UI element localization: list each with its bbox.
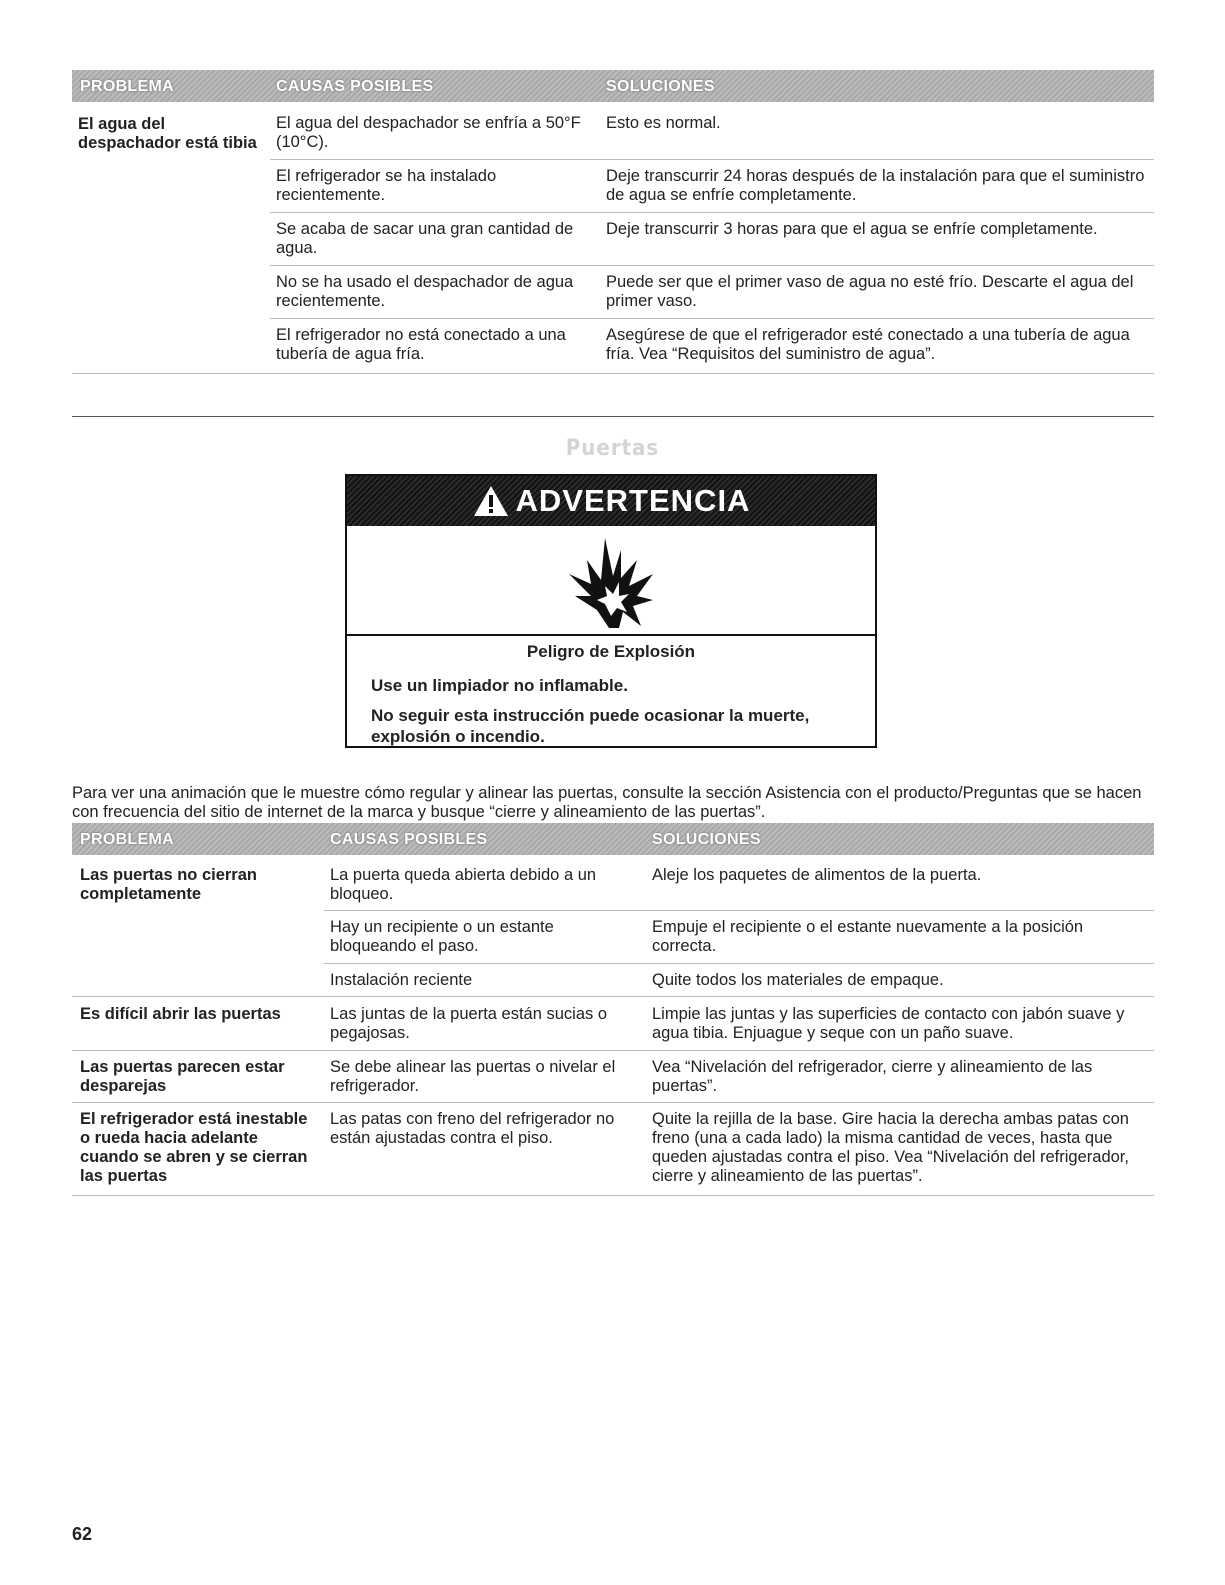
- cause-cell: Hay un recipiente o un estante bloqueando el paso.: [330, 918, 554, 955]
- row-divider: [270, 159, 1154, 160]
- solution-cell: Quite todos los materiales de empaque.: [652, 971, 944, 989]
- page-number: 62: [72, 1524, 93, 1544]
- solution-cell: Quite la rejilla de la base. Gire hacia la derecha ambas patas con freno (una a cada lado) la misma cantidad de veces, hasta que queden ajustadas contra el piso. Vea “Nivelación del refrigerador, cierre y alineamiento de las puertas”.: [652, 1110, 1129, 1185]
- header-problem: PROBLEMA: [80, 78, 174, 95]
- warning-box: [345, 474, 877, 748]
- warning-header: [347, 476, 875, 526]
- cause-cell: El agua del despachador se enfría a 50°F (10°C).: [276, 114, 581, 151]
- warning-triangle-icon: [472, 484, 510, 518]
- header-solutions: SOLUCIONES: [652, 831, 761, 848]
- intro-paragraph: Para ver una animación que le muestre cómo regular y alinear las puertas, consulte la sección Asistencia con el producto/Preguntas que se hacen con frecuencia del sitio de internet de la marca y busque “cierre y alineamiento de las puertas”.: [72, 784, 1142, 821]
- solution-cell: Vea “Nivelación del refrigerador, cierre y alineamiento de las puertas”.: [652, 1058, 1093, 1095]
- warning-line-1: Use un limpiador no inflamable.: [371, 676, 628, 695]
- row-divider: [270, 212, 1154, 213]
- hazard-title: Peligro de Explosión: [526, 642, 696, 661]
- solution-cell: Esto es normal.: [606, 114, 721, 132]
- cause-cell: El refrigerador no está conectado a una tubería de agua fría.: [276, 326, 566, 363]
- cause-cell: No se ha usado el despachador de agua recientemente.: [276, 273, 574, 310]
- row-divider: [324, 910, 1154, 911]
- cause-cell: La puerta queda abierta debido a un bloqueo.: [330, 866, 597, 903]
- row-divider: [324, 963, 1154, 964]
- problem-cell: Las puertas parecen estar desparejas: [80, 1058, 285, 1095]
- row-divider: [72, 1102, 1154, 1103]
- explosion-icon: [557, 530, 667, 630]
- header-solutions: SOLUCIONES: [606, 78, 715, 95]
- warning-text-area: [347, 636, 875, 746]
- header-causes: CAUSAS POSIBLES: [276, 78, 434, 95]
- solution-cell: Asegúrese de que el refrigerador esté conectado a una tubería de agua fría. Vea “Requisitos del suministro de agua”.: [606, 326, 1130, 363]
- cause-cell: El refrigerador se ha instalado recientemente.: [276, 167, 497, 204]
- solution-cell: Puede ser que el primer vaso de agua no esté frío. Descarte el agua del primer vaso.: [606, 273, 1134, 310]
- problem-cell: Las puertas no cierran completamente: [80, 866, 257, 903]
- table-bottom-rule: [72, 373, 1154, 374]
- row-divider: [270, 265, 1154, 266]
- warning-icon-area: [347, 526, 875, 636]
- problem-cell: El refrigerador está inestable o rueda hacia adelante cuando se abren y se cierran las puertas: [80, 1110, 308, 1185]
- problem-cell: Es difícil abrir las puertas: [80, 1005, 281, 1023]
- warning-heading: ADVERTENCIA: [515, 483, 751, 518]
- row-divider: [72, 996, 1154, 997]
- header-problem: PROBLEMA: [80, 831, 174, 848]
- table-header: [72, 70, 1154, 102]
- solution-cell: Limpie las juntas y las superficies de contacto con jabón suave y agua tibia. Enjuague y seque con un paño suave.: [652, 1005, 1125, 1042]
- cause-cell: Se acaba de sacar una gran cantidad de agua.: [276, 220, 574, 257]
- warning-line-2: No seguir esta instrucción puede ocasionar la muerte,: [371, 706, 810, 725]
- solution-cell: Empuje el recipiente o el estante nuevamente a la posición correcta.: [652, 918, 1084, 955]
- solution-cell: Deje transcurrir 24 horas después de la instalación para que el suministro de agua se enfríe completamente.: [606, 167, 1145, 204]
- row-divider: [72, 1050, 1154, 1051]
- solution-cell: Deje transcurrir 3 horas para que el agua se enfríe completamente.: [606, 220, 1098, 238]
- warning-line-3: explosión o incendio.: [371, 727, 545, 746]
- section-title: Puertas: [565, 436, 660, 461]
- cause-cell: Las juntas de la puerta están sucias o pegajosas.: [330, 1005, 608, 1042]
- solution-cell: Aleje los paquetes de alimentos de la puerta.: [652, 866, 982, 884]
- problem-cell: El agua del despachador está tibia: [78, 115, 257, 152]
- header-causes: CAUSAS POSIBLES: [330, 831, 488, 848]
- cause-cell: Instalación reciente: [330, 971, 473, 989]
- section-divider: [72, 416, 1154, 417]
- cause-cell: Se debe alinear las puertas o nivelar el refrigerador.: [330, 1058, 616, 1095]
- table-header: [72, 823, 1154, 855]
- cause-cell: Las patas con freno del refrigerador no están ajustadas contra el piso.: [330, 1110, 615, 1147]
- table-bottom-rule: [72, 1195, 1154, 1196]
- row-divider: [270, 318, 1154, 319]
